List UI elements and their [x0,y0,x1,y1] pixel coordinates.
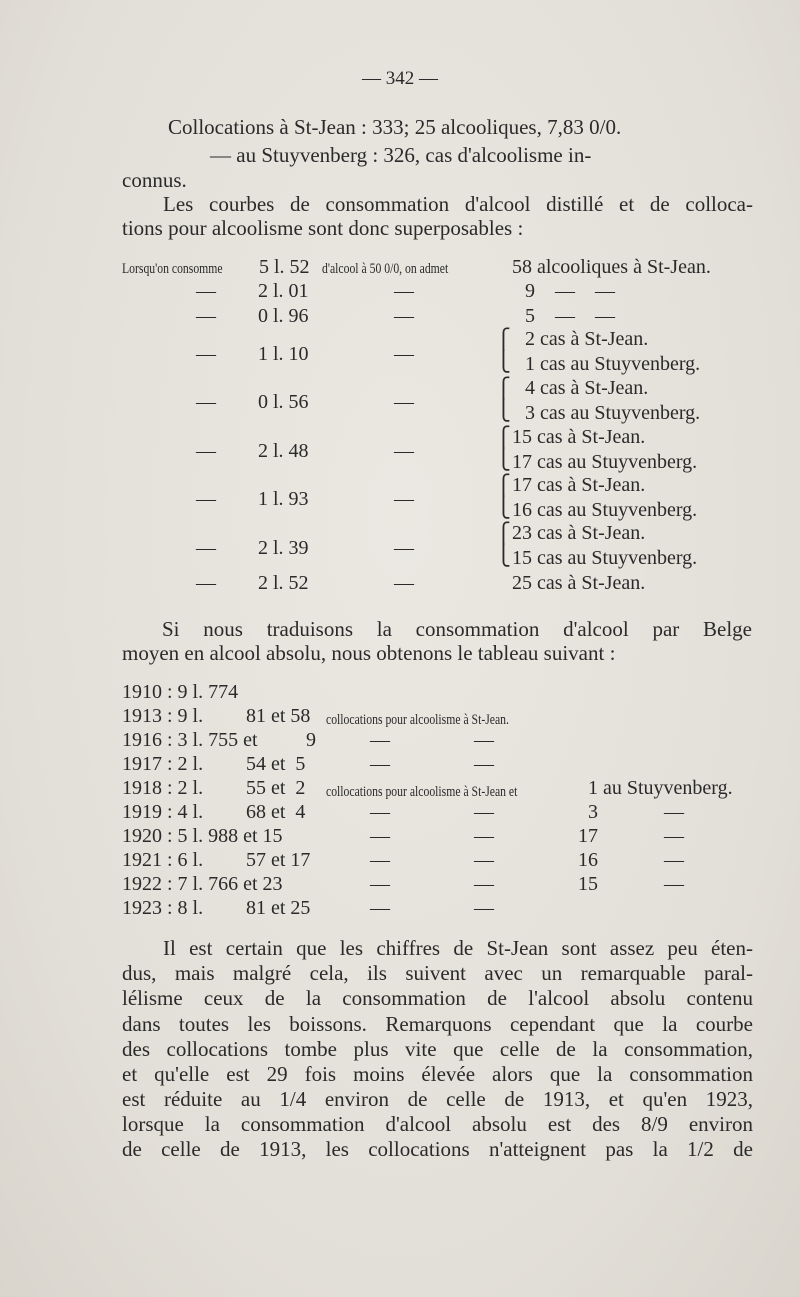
final-line-1: Il est certain que les chiffres de St-Jean sont assez peu éten- [163,936,753,960]
t2-c1-3: — [370,753,390,775]
table1-right-5a: 15 cas à St-Jean. [512,426,646,448]
table1-dash-4: — [196,391,216,413]
table1-amount-3: 1 l. 10 [258,343,309,365]
t2-et-5: 68 et 4 [246,801,306,823]
t2-c4-8: — [664,873,684,895]
t2-c4-6: — [664,825,684,847]
brace-icon: ⎧ [496,523,511,545]
t2-c1-1 [326,707,561,730]
middle-line-1: Si nous traduisons la consommation d'alcool par Belge [162,617,752,641]
final-line-3: lélisme ceux de la consommation de l'alcool absolu contenu [122,986,753,1010]
t2-c1-6: — [370,825,390,847]
table1-right-3a: 2 cas à St-Jean. [525,328,649,350]
t2-c3-5: 3 [588,801,598,823]
final-line-2: dus, mais malgré cela, ils suivent avec un remarquable paral- [122,961,753,985]
brace-icon: ⎧ [496,378,511,400]
t2-year-1: 1913 : 9 l. [122,705,204,727]
table1-dash-2: — [196,305,216,327]
page-number: — 342 — [362,68,438,89]
intro-line-5: tions pour alcoolisme sont donc superposables : [122,216,524,240]
final-line-6: et qu'elle est 29 fois moins élevée alors que la consommation [122,1062,753,1086]
t2-c2-5: — [474,801,494,823]
table1-lead-text: Lorsqu'on consomme [122,261,223,277]
table1-right-6b: 16 cas au Stuyvenberg. [512,499,698,521]
t2-c2-9: — [474,897,494,919]
table1-dash-5: — [196,440,216,462]
t2-c3-6: 17 [578,825,598,847]
t2-c2-2: — [474,729,494,751]
brace-icon: ⎩ [496,400,511,422]
final-line-5: des collocations tombe plus vite que celle de la consommation, [122,1037,753,1061]
t2-c1-4 [326,779,571,802]
t2-et-7: 57 et 17 [246,849,311,871]
table1-dash-7b: — [394,537,414,559]
brace-icon: ⎧ [496,329,511,351]
table1-dash-1: — [196,280,216,302]
table1-suffix-text: d'alcool à 50 0/0, on admet [322,261,449,277]
table1-amount-2: 0 l. 96 [258,305,309,327]
table1-dash-4b: — [394,391,414,413]
brace-icon: ⎩ [496,545,511,567]
t2-c2-7: — [474,849,494,871]
brace-icon: ⎧ [496,475,511,497]
table1-dash-6: — [196,488,216,510]
table1-dash-3b: — [394,343,414,365]
table1-dash-8: — [196,572,216,594]
table1-amount-6: 1 l. 93 [258,488,309,510]
table1-amount-1: 2 l. 01 [258,280,309,302]
brace-icon: ⎧ [496,427,511,449]
t2-et-9: 81 et 25 [246,897,311,919]
t2-year-9: 1923 : 8 l. [122,897,204,919]
t2-c3-7: 16 [578,849,598,871]
table1-right-6a: 17 cas à St-Jean. [512,474,646,496]
t2-et-3: 54 et 5 [246,753,306,775]
final-line-4: dans toutes les boissons. Remarquons cependant que la courbe [122,1012,753,1036]
final-line-7: est réduite au 1/4 environ de celle de 1913, et qu'en 1923, [122,1087,753,1111]
table1-right-4a: 4 cas à St-Jean. [525,377,649,399]
t2-c4-7: — [664,849,684,871]
t2-year-7: 1921 : 6 l. [122,849,204,871]
t2-et-2: 9 [306,729,316,751]
intro-line-1: Collocations à St-Jean : 333; 25 alcooliques, 7,83 0/0. [168,115,622,139]
t2-year-4: 1918 : 2 l. [122,777,204,799]
table1-right-7b: 15 cas au Stuyvenberg. [512,547,698,569]
table1-dash-8b: — [394,572,414,594]
intro-line-3: connus. [122,168,187,192]
table1-dash-7: — [196,537,216,559]
intro-line-4: Les courbes de consommation d'alcool distillé et de colloca- [163,192,753,216]
final-line-8: lorsque la consommation d'alcool absolu est des 8/9 environ [122,1112,753,1136]
brace-icon: ⎩ [496,351,511,373]
table1-right-3b: 1 cas au Stuyvenberg. [525,353,701,375]
t2-c1-1-text: collocations pour alcoolisme à St-Jean. [326,712,509,728]
table1-right-8: 25 cas à St-Jean. [512,572,646,594]
t2-year-2: 1916 : 3 l. 755 et [122,729,258,751]
t2-et-1: 81 et 58 [246,705,311,727]
intro-line-2: — au Stuyvenberg : 326, cas d'alcoolisme in- [210,143,592,167]
t2-year-6: 1920 : 5 l. 988 et 15 [122,825,283,847]
table1-right-5b: 17 cas au Stuyvenberg. [512,451,698,473]
brace-icon: ⎩ [496,497,511,519]
t2-year-0: 1910 : 9 l. 774 [122,681,239,703]
t2-et-4: 55 et 2 [246,777,306,799]
final-line-9: de celle de 1913, les collocations n'atteignent pas la 1/2 de [122,1137,753,1161]
table1-right-2: 5 — — [525,305,615,327]
table1-dash-5b: — [394,440,414,462]
t2-c2-6: — [474,825,494,847]
t2-c3-4: 1 au Stuyvenberg. [588,777,733,799]
t2-c1-7: — [370,849,390,871]
table1-right-1: 9 — — [525,280,615,302]
table1-amount-0: 5 l. 52 [259,256,310,278]
t2-c4-5: — [664,801,684,823]
t2-c1-8: — [370,873,390,895]
t2-year-5: 1919 : 4 l. [122,801,204,823]
t2-c1-4-text: collocations pour alcoolisme à St-Jean et [326,784,518,800]
t2-c3-8: 15 [578,873,598,895]
table1-suffix [322,256,484,279]
t2-c1-2: — [370,729,390,751]
table1-lead [122,256,251,279]
t2-year-3: 1917 : 2 l. [122,753,204,775]
t2-c1-9: — [370,897,390,919]
t2-year-8: 1922 : 7 l. 766 et 23 [122,873,283,895]
middle-line-2: moyen en alcool absolu, nous obtenons le tableau suivant : [122,641,616,665]
table1-amount-4: 0 l. 56 [258,391,309,413]
t2-c1-5: — [370,801,390,823]
table1-dash-3: — [196,343,216,365]
table1-dash-6b: — [394,488,414,510]
table1-right-4b: 3 cas au Stuyvenberg. [525,402,701,424]
t2-c2-8: — [474,873,494,895]
t2-c2-3: — [474,753,494,775]
table1-amount-5: 2 l. 48 [258,440,309,462]
table1-right-0: 58 alcooliques à St-Jean. [512,256,711,278]
table1-amount-8: 2 l. 52 [258,572,309,594]
table1-dash-1b: — [394,280,414,302]
table1-amount-7: 2 l. 39 [258,537,309,559]
table1-dash-2b: — [394,305,414,327]
brace-icon: ⎩ [496,449,511,471]
table1-right-7a: 23 cas à St-Jean. [512,522,646,544]
